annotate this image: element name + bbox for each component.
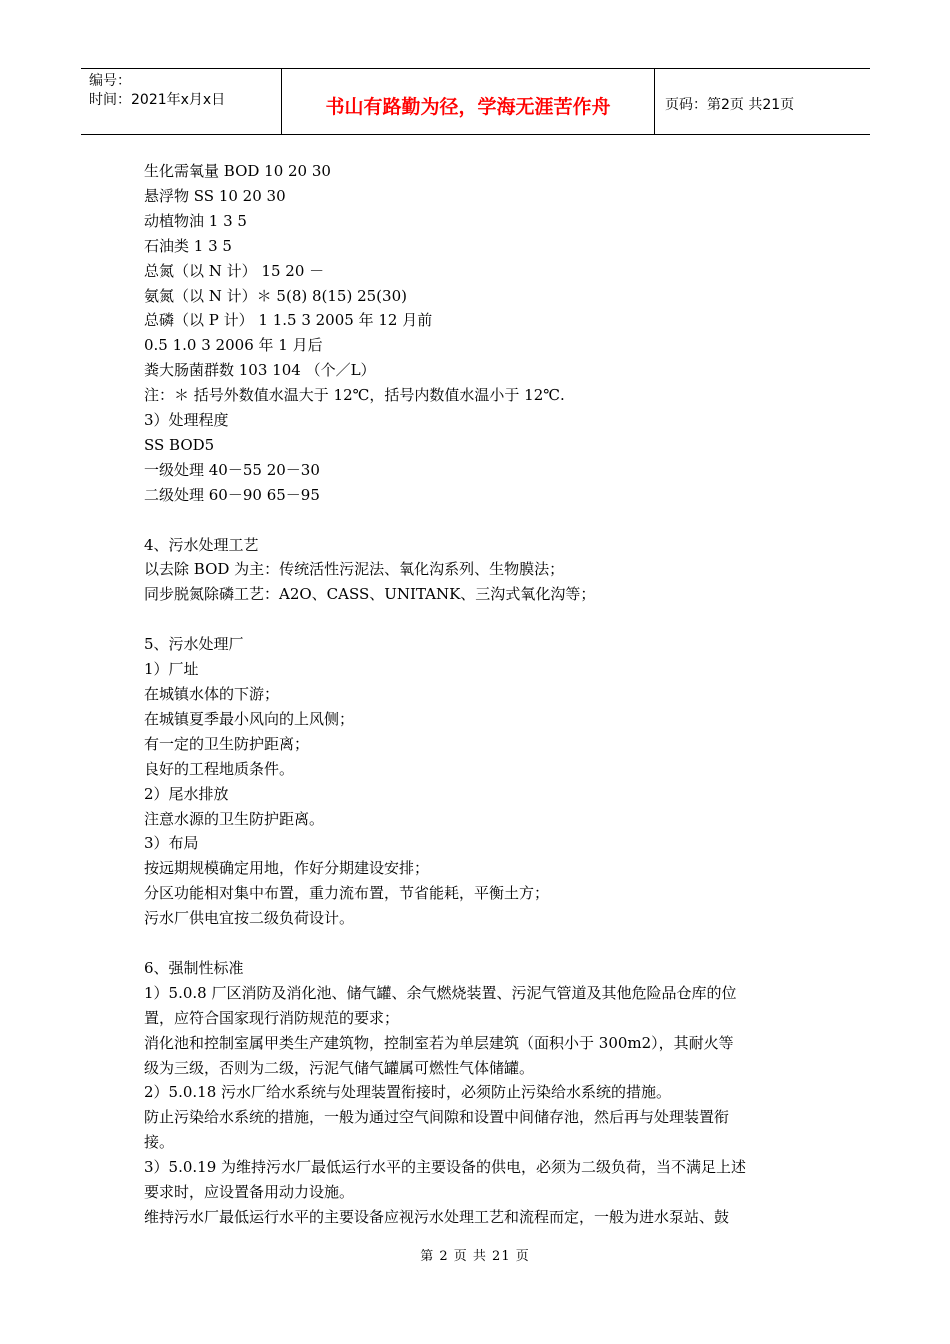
- text-line: 级为三级，否则为二级，污泥气储气罐属可燃性气体储罐。: [144, 1058, 535, 1077]
- text-line: 以去除 BOD 为主：传统活性污泥法、氧化沟系列、生物膜法；: [144, 560, 565, 579]
- text-line: 总氮（以 N 计） 15 20 －: [144, 261, 325, 280]
- text-line: 有一定的卫生防护距离；: [144, 734, 310, 753]
- text-line: 在城镇夏季最小风向的上风侧；: [144, 709, 355, 728]
- text-line: 置，应符合国家现行消防规范的要求；: [144, 1008, 400, 1027]
- text-line: 3）处理程度: [144, 411, 229, 430]
- text-line: 一级处理 40－55 20－30: [144, 460, 320, 479]
- text-line: 消化池和控制室属甲类生产建筑物，控制室若为单层建筑（面积小于 300m2），其耐火等: [144, 1033, 734, 1052]
- text-line: 要求时，应设置备用动力设施。: [144, 1183, 355, 1202]
- text-line: 总磷（以 P 计） 1 1.5 3 2005 年 12 月前: [144, 311, 433, 330]
- text-line: 分区功能相对集中布置，重力流布置，节省能耗，平衡土方；: [144, 884, 550, 903]
- page-footer: 第 2 页 共 21 页: [420, 1249, 530, 1264]
- header-motto: 书山有路勤为径，学海无涯苦作舟: [282, 69, 655, 134]
- time-label: 时间：2021年x月x日: [89, 92, 226, 108]
- text-line: 按远期规模确定用地，作好分期建设安排；: [144, 859, 430, 878]
- text-line: 生化需氧量 BOD 10 20 30: [144, 162, 331, 180]
- text-line: 粪大肠菌群数 103 104 （个／L）: [144, 361, 376, 380]
- text-line: 同步脱氮除磷工艺：A2O、CASS、UNITANK、三沟式氧化沟等；: [144, 585, 596, 604]
- text-line: 石油类 1 3 5: [144, 236, 232, 255]
- text-line: 5、污水处理厂: [144, 635, 244, 654]
- text-line: 良好的工程地质条件。: [144, 759, 295, 778]
- text-line: 二级处理 60－90 65－95: [144, 485, 320, 504]
- blank-line: [144, 931, 808, 956]
- text-line: SS BOD5: [144, 435, 215, 454]
- text-line: 接。: [144, 1133, 175, 1152]
- blank-line: [144, 508, 808, 533]
- text-line: 4、污水处理工艺: [144, 535, 259, 554]
- text-line: 动植物油 1 3 5: [144, 211, 247, 230]
- text-line: 1）厂址: [144, 660, 199, 679]
- text-line: 3）布局: [144, 834, 199, 853]
- header-page-info: 页码：第2页 共21页: [665, 96, 795, 113]
- text-line: 1）5.0.8 厂区消防及消化池、储气罐、余气燃烧装置、污泥气管道及其他危险品仓库的位: [144, 983, 737, 1002]
- text-line: 悬浮物 SS 10 20 30: [144, 186, 286, 205]
- header-meta: [81, 69, 282, 134]
- text-line: 注：＊ 括号外数值水温大于 12℃，括号内数值水温小于 12℃.: [144, 386, 565, 405]
- text-line: 6、强制性标准: [144, 958, 244, 977]
- text-line: 2）尾水排放: [144, 784, 229, 803]
- document-body: [144, 159, 808, 1230]
- code-label: 编号：: [89, 73, 131, 89]
- text-line: 在城镇水体的下游；: [144, 685, 280, 703]
- text-line: 防止污染给水系统的措施，一般为通过空气间隙和设置中间储存池，然后再与处理装置衔: [144, 1108, 730, 1127]
- text-line: 维持污水厂最低运行水平的主要设备应视污水处理工艺和流程而定，一般为进水泵站、鼓: [144, 1208, 730, 1227]
- text-line: 污水厂供电宜按二级负荷设计。: [144, 909, 355, 928]
- page-header: [81, 68, 870, 135]
- text-line: 氨氮（以 N 计）＊ 5(8) 8(15) 25(30): [144, 286, 407, 305]
- text-line: 3）5.0.19 为维持污水厂最低运行水平的主要设备的供电，必须为二级负荷，当不满足上述: [144, 1158, 747, 1177]
- text-line: 0.5 1.0 3 2006 年 1 月后: [144, 336, 323, 355]
- text-line: 2）5.0.18 污水厂给水系统与处理装置衔接时，必须防止污染给水系统的措施。: [144, 1083, 672, 1102]
- text-line: 注意水源的卫生防护距离。: [144, 809, 325, 828]
- blank-line: [144, 607, 808, 632]
